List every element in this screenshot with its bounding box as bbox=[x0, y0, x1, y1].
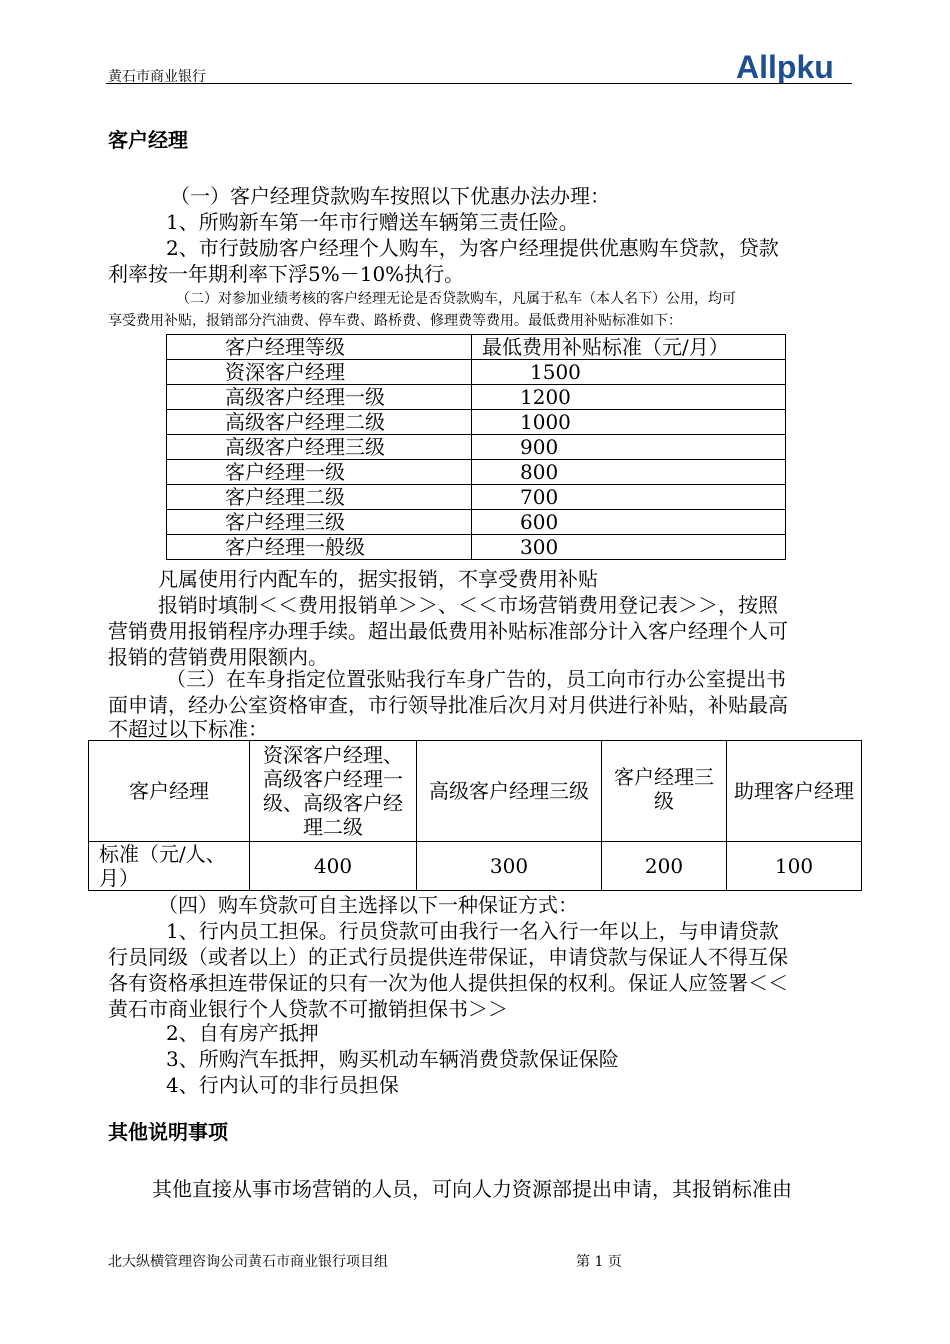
table-header-cell: 客户经理等级 bbox=[167, 335, 472, 360]
table-header-cell: 客户经理 bbox=[89, 741, 250, 842]
table-row-label bbox=[89, 842, 250, 891]
label-line: 标准（元/人、 bbox=[99, 842, 226, 866]
header-divider bbox=[106, 83, 852, 84]
paragraph: （四）购车贷款可自主选择以下一种保证方式： bbox=[158, 893, 578, 917]
footer-page-number: 第 1 页 bbox=[576, 1254, 622, 1270]
table-header-cell bbox=[250, 741, 417, 842]
header-line: 客户经理三 bbox=[614, 765, 714, 789]
paragraph: （二）对参加业绩考核的客户经理无论是否贷款购车，凡属于私车（本人名下）公用，均可 bbox=[176, 291, 736, 307]
table-cell: 客户经理一般级 bbox=[167, 535, 472, 560]
table-row bbox=[167, 485, 786, 510]
svg-text:Allpku: Allpku bbox=[736, 49, 834, 84]
table-cell: 200 bbox=[602, 842, 727, 891]
table-row bbox=[167, 360, 786, 385]
table-header-cell: 助理客户经理 bbox=[727, 741, 862, 842]
table-cell: 600 bbox=[472, 510, 786, 535]
table-row bbox=[167, 385, 786, 410]
table-cell: 300 bbox=[417, 842, 602, 891]
ad-subsidy-table bbox=[88, 740, 862, 891]
table-row bbox=[167, 410, 786, 435]
table-cell: 300 bbox=[472, 535, 786, 560]
footer-company: 北大纵横管理咨询公司黄石市商业银行项目组 bbox=[108, 1254, 388, 1270]
header-line: 级、高级客户经 bbox=[263, 791, 403, 815]
paragraph: 行员同级（或者以上）的正式行员提供连带保证，申请贷款与保证人不得互保 bbox=[108, 945, 788, 969]
paragraph: 2、自有房产抵押 bbox=[166, 1021, 319, 1045]
paragraph: 1、所购新车第一年市行赠送车辆第三责任险。 bbox=[166, 210, 579, 234]
paragraph: 不超过以下标准： bbox=[108, 717, 268, 741]
table-cell: 高级客户经理三级 bbox=[167, 435, 472, 460]
table-cell: 1200 bbox=[472, 385, 786, 410]
table-cell: 1500 bbox=[472, 360, 786, 385]
table-row bbox=[167, 435, 786, 460]
paragraph: 2、市行鼓励客户经理个人购车，为客户经理提供优惠购车贷款，贷款 bbox=[166, 236, 779, 260]
table-cell: 客户经理一级 bbox=[167, 460, 472, 485]
table-cell: 客户经理三级 bbox=[167, 510, 472, 535]
table-header-cell bbox=[602, 741, 727, 842]
table-cell: 900 bbox=[472, 435, 786, 460]
header-line: 级 bbox=[654, 789, 674, 813]
header-line: 资深客户经理、 bbox=[263, 743, 403, 767]
label-line: 月） bbox=[99, 866, 139, 890]
table-cell: 1000 bbox=[472, 410, 786, 435]
table-cell: 700 bbox=[472, 485, 786, 510]
table-row bbox=[89, 842, 862, 891]
paragraph: 黄石市商业银行个人贷款不可撤销担保书＞＞ bbox=[108, 997, 508, 1021]
table-header-cell: 高级客户经理三级 bbox=[417, 741, 602, 842]
paragraph: 享受费用补贴，报销部分汽油费、停车费、路桥费、修理费等费用。最低费用补贴标准如下： bbox=[108, 313, 682, 329]
section-title-other-notes: 其他说明事项 bbox=[108, 1120, 228, 1144]
paragraph: 凡属使用行内配车的，据实报销，不享受费用补贴 bbox=[158, 567, 598, 591]
paragraph: 营销费用报销程序办理手续。超出最低费用补贴标准部分计入客户经理个人可 bbox=[108, 619, 788, 643]
paragraph: 利率按一年期利率下浮5%－10%执行。 bbox=[108, 262, 465, 286]
header-line: 高级客户经理一 bbox=[263, 767, 403, 791]
paragraph: 各有资格承担连带保证的只有一次为他人提供担保的权利。保证人应签署＜＜ bbox=[108, 971, 788, 995]
paragraph: 报销的营销费用限额内。 bbox=[108, 645, 328, 669]
table-row bbox=[167, 535, 786, 560]
paragraph: 其他直接从事市场营销的人员，可向人力资源部提出申请，其报销标准由 bbox=[152, 1177, 792, 1201]
table-cell: 高级客户经理二级 bbox=[167, 410, 472, 435]
paragraph: （一）客户经理贷款购车按照以下优惠办法办理： bbox=[170, 184, 610, 208]
table-cell: 高级客户经理一级 bbox=[167, 385, 472, 410]
paragraph: 3、所购汽车抵押，购买机动车辆消费贷款保证保险 bbox=[166, 1047, 619, 1071]
header-bank-name: 黄石市商业银行 bbox=[108, 69, 206, 85]
table-cell: 800 bbox=[472, 460, 786, 485]
table-header-cell: 最低费用补贴标准（元/月） bbox=[472, 335, 786, 360]
paragraph: 面申请，经办公室资格审查，市行领导批准后次月对月供进行补贴，补贴最高 bbox=[108, 693, 788, 717]
table-header-row bbox=[167, 335, 786, 360]
table-cell: 400 bbox=[250, 842, 417, 891]
paragraph: 1、行内员工担保。行员贷款可由我行一名入行一年以上，与申请贷款 bbox=[166, 919, 779, 943]
table-header-row bbox=[89, 741, 862, 842]
header-line: 理二级 bbox=[303, 815, 363, 839]
section-title-account-manager: 客户经理 bbox=[108, 128, 188, 152]
table-cell: 100 bbox=[727, 842, 862, 891]
subsidy-standard-table bbox=[166, 334, 786, 560]
table-cell: 客户经理二级 bbox=[167, 485, 472, 510]
paragraph: 4、行内认可的非行员担保 bbox=[166, 1073, 399, 1097]
paragraph: 报销时填制＜＜费用报销单＞＞、＜＜市场营销费用登记表＞＞，按照 bbox=[158, 593, 778, 617]
table-cell: 资深客户经理 bbox=[167, 360, 472, 385]
table-row bbox=[167, 460, 786, 485]
paragraph: （三）在车身指定位置张贴我行车身广告的，员工向市行办公室提出书 bbox=[166, 667, 786, 691]
allpku-logo bbox=[734, 48, 852, 84]
table-row bbox=[167, 510, 786, 535]
